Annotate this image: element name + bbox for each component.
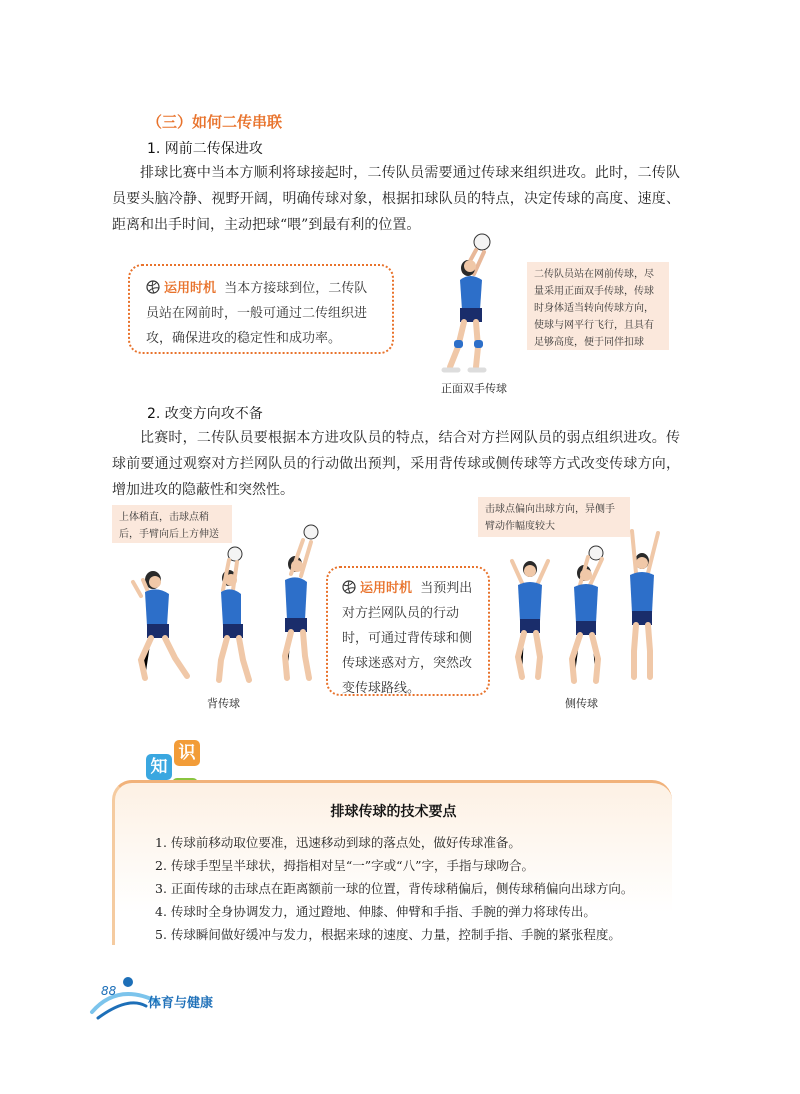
subsection-title-1: 1. 网前二传保进攻: [147, 141, 263, 157]
badge-char-1: 知: [146, 754, 172, 780]
knowledge-list: [155, 831, 633, 946]
front-set-note: 二传队员站在网前传球，尽量采用正面双手传球，传球时身体适当转向传球方向，使球与网平行飞行，且具有足够高度，便于同伴扣球: [527, 262, 669, 350]
back-set-note: 上体稍直，击球点稍后，手臂向后上方伸送: [112, 505, 232, 543]
side-set-player-2: [572, 546, 603, 681]
back-set-caption: 背传球: [207, 697, 240, 710]
paragraph-2: 比赛时，二传队员要根据本方进攻队员的特点，结合对方拦网队员的弱点组织进攻。传球前要通过观察对方拦网队员的行动做出预判，采用背传球或侧传球等方式改变传球方向，增加进攻的隐蔽性和突然性。: [112, 430, 680, 498]
side-set-caption: 侧传球: [565, 697, 598, 710]
side-set-note: 击球点偏向出球方向，异侧手臂动作幅度较大: [478, 497, 630, 537]
tip-label: 运用时机: [164, 281, 217, 296]
back-set-player-2: [219, 547, 249, 680]
back-set-player-3: [285, 525, 318, 678]
back-set-player-1: [133, 571, 187, 678]
paragraph-1: 排球比赛中当本方顺利将球接起时，二传队员需要通过传球来组织进攻。此时，二传队员要头脑冷静、视野开阔，明确传球对象，根据扣球队员的特点，决定传球的高度、速度、距离和出手时间，主动把球“喂”到最有利的位置。: [112, 165, 680, 233]
tip-box-2: [326, 566, 490, 696]
badge-char-2: 识: [174, 740, 200, 766]
tip-text: 当本方接球到位，二传队员站在网前时，一般可通过二传组织进攻，确保进攻的稳定性和成功率。: [146, 281, 368, 346]
front-set-illustration: [440, 232, 510, 377]
knowledge-title: 排球传球的技术要点: [330, 804, 457, 820]
knowledge-panel: [112, 780, 672, 945]
list-item: 2. 传球手型呈半球状，拇指相对呈“一”字或“八”字，手指与球吻合。: [155, 858, 534, 873]
side-set-illustration: [500, 525, 670, 695]
book-title: 体育与健康: [148, 996, 214, 1011]
tip-text: 当预判出对方拦网队员的行动时，可通过背传球和侧传球迷惑对方，突然改变传球路线。: [342, 581, 473, 696]
subsection-title-2: 2. 改变方向攻不备: [147, 406, 263, 422]
side-set-player-3: [630, 531, 658, 677]
tip-label: 运用时机: [360, 581, 413, 596]
page-number: 88: [101, 984, 117, 998]
section-title: （三）如何二传串联: [147, 113, 283, 131]
list-item: 1. 传球前移动取位要准，迅速移动到球的落点处，做好传球准备。: [155, 835, 521, 850]
tip-box-1: [128, 264, 394, 354]
volleyball-icon: [342, 578, 356, 592]
list-item: 5. 传球瞬间做好缓冲与发力，根据来球的速度、力量，控制手指、手腕的紧张程度。: [155, 927, 621, 942]
list-item: 4. 传球时全身协调发力，通过蹬地、伸膝、伸臂和手指、手腕的弹力将球传出。: [155, 904, 596, 919]
back-set-illustration: [125, 520, 325, 690]
front-set-caption: 正面双手传球: [441, 382, 507, 395]
list-item: 3. 正面传球的击球点在距离额前一球的位置，背传球稍偏后，侧传球稍偏向出球方向。: [155, 881, 634, 896]
volleyball-icon: [146, 278, 160, 292]
side-set-player-1: [512, 561, 548, 677]
